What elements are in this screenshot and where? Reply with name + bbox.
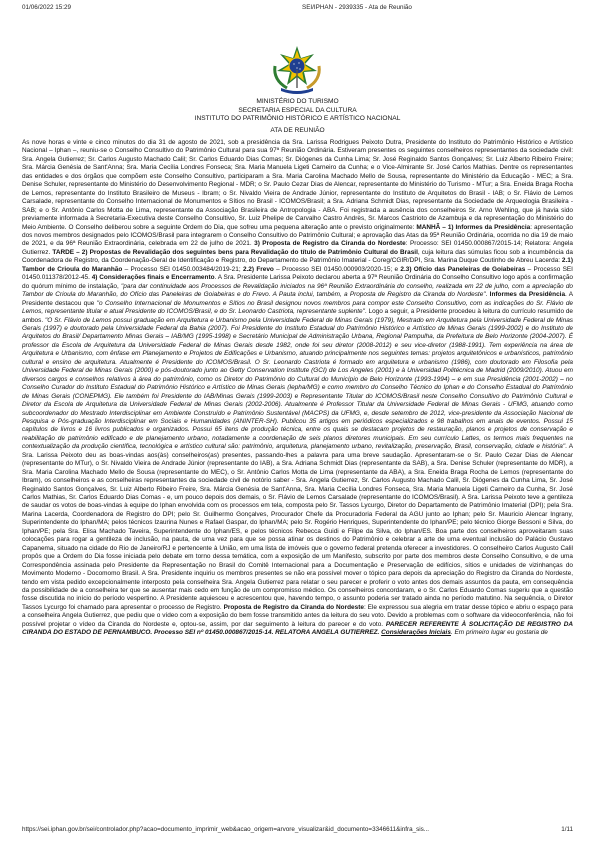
print-footer <box>22 826 573 836</box>
print-doc-title: SEI/IPHAN - 2939335 - Ata de Reunião <box>302 4 412 11</box>
page-counter: 1/11 <box>561 826 573 833</box>
secretariat-line: SECRETARIA ESPECIAL DA CULTURA <box>238 106 357 114</box>
print-url: https://sei.iphan.gov.br/sei/controlador.php?acao=documento_imprimir_web&acao_origem=arvore_visualizar&id_documento=3346611&infra_sis... <box>22 826 430 833</box>
ministry-line: MINISTÉRIO DO TURISMO <box>256 98 339 105</box>
print-header <box>22 4 573 14</box>
print-datetime: 01/06/2022 15:29 <box>22 4 72 11</box>
brasao-republica-icon <box>269 44 325 94</box>
institute-line: INSTITUTO DO PATRIMÔNIO HISTÓRICO E ARTÍSTICO NACIONAL <box>194 115 401 122</box>
minutes-paragraph: Às nove horas e vinte e cinco minutos do dia 31 de agosto de 2021, sob a presidência da Sra. Larissa Rodrigues Peixoto Dutra, Presidente do Instituto do Patrimônio Histórico e Artístico Nacional – Iphan –, reuniu-se o Conselho Consultivo do Patrimônio Cultural para sua 97ª Reunião Ordinária. Estiveram presentes os seguintes conselheiros representantes da sociedade civil: Sra. Angela Gutierrez; Sr. Carlos Augusto Machado Calil; Sr. Carlos Eduardo Dias Comas; Sr. Diógenes da Cunha Lima; Sr. José Reginaldo Santos Gonçalves; Sr. Luiz Alberto Ribeiro Freire; Sra. Márcia Genésia de Sant'Anna; Sra. Maria Cecília Londres Fonseca; Sra. Maria Manuela Ligeti Carneiro da Cunha; e o Vice-Almirante Sr. José Carlos Mathias. Dentre os representantes das entidades e dos órgãos que compõem este Conselho Consultivo, participaram a Sra. Maria Carolina Machado Mello de Sousa, representante do Ministério da Educação - MEC; a Sra. Denise Schuler, representante do Ministério do Desenvolvimento Regional - MDR; o Sr. Paulo Cezar Dias de Alencar, representante do Ministério do Turismo - MTur; a Sra. Eneida Braga Rocha de Lemos, representante do Instituto Brasileiro de Museus - Ibram; o Sr. Nivaldo Vieira de Andrade Júnior, representante do Instituto de Arquitetos do Brasil - IAB; o Sr. Flávio de Lemos Carsalade, representante do Conselho Internacional de Monumentos e Sítios no Brasil - ICOMOS/Brasil; a Sra. Adriana Schmidt Dias, representante da Sociedade de Arqueologia Brasileira - SAB; e o Sr. Antônio Carlos Motta de Lima, representante da Associação Brasileira de Antropologia - ABA. Foi registrada a ausência dos conselheiros Sr. Arno Wehling, que já havia sido previamente informada à Secretaria-Executiva deste Conselho Consultivo, Sr. Luiz Phelipe de Carvalho Castro Andrès, Sr. Marcos Castrioto de Azambuja e da representação do Ministério do Meio Ambiente. O Conselho deliberou sobre a seguinte Ordem do Dia, que sofreu uma pequena alteração ante o previsto originalmente: MANHÃ – 1) Informes da Presidência: apresentação dos novos membros designados pelo ICOMOS/Brasil para integrarem o Conselho Consultivo do Patrimônio Cultural; e aprovação das Atas da 95ª Reunião Ordinária, ocorrida no dia 19 de maio de 2021, e da 96ª Reunião Extraordinária, celebrada em 22 de julho de 2021. 3) Proposta de Registro da Ciranda do Nordeste: Processo: SEI 01450.000867/2015-14; Relatora: Angela Gutierrez. TARDE – 2) Propostas de Revalidação dos seguintes bens para Revalidação do título de Patrimônio Cultural do Brasil, cuja leitura das súmulas ficou sob a incumbência da Coordenadora de Registro, da Coordenação-Geral de Identificação e Registro, do Departamento de Patrimônio Imaterial - Coreg/CGIR/DPI, Sra. Marina Duque Coutinho de Abreu Lacerda: 2.1) Tambor de Crioula do Maranhão – Processo SEI 01450.003484/2019-21; 2.2) Frevo – Processo SEI 01450.000903/2020-15; e 2.3) Ofício das Paneleiras de Goiabeiras – Processo SEI 01450.011378/2012-45. 4) Considerações finais e Encerramento. A Sra. Presidente Larissa Peixoto declarou aberta a 97ª Reunião Ordinária do Conselho Consultivo logo após a confirmação do quórum mínimo de instalação, "para dar continuidade aos Processos de Revalidação iniciados na 96ª Reunião Extraordinária do conselho, realizada em 22 de julho, com a apreciação do Tambor de Crioula do Maranhão, do Ofício das Paneleiras de Goiabeiras e do Frevo. A Pauta inclui, também, a Proposta de Registro da Ciranda do Nordeste". Informes da Presidência. A Presidente destacou que "o Conselho Internacional de Monumentos e Sítios no Brasil designou novos membros para compor este Conselho Consultivo, com as indicações do Sr. Flávio de Lemos, representante titular e atual Presidente do ICOMOS/Brasil, e do Sr. Leonardo Castriota, representante suplente". Logo a seguir, a Presidente procedeu à leitura do currículo resumido de ambos. "O Sr. Flávio de Lemos possui graduação em Arquitetura e Urbanismo pela Universidade Federal de Minas Gerais (1979), Mestrado em Arquitetura pela Universidade Federal de Minas Gerais (1997) e doutorado pela Universidade Federal da Bahia (2007). Foi Presidente do Instituto Estadual do Patrimônio Histórico e Artístico de Minas Gerais (1999-2002) e do Instituto de Arquitetos do Brasil/ Departamento Minas Gerais – IAB/MG (1995-1998) e Secretário Municipal de Administração Urbana, Regional Pampulha, da Prefeitura de Belo Horizonte (2004-2007). É professor da Escola de Arquitetura da Universidade Federal de Minas Gerais desde 1982, onde foi seu diretor (2008-2012) e seu vice-diretor (1988-1991). Tem experiência na área de Arquitetura e Urbanismo, com ênfase em Planejamento e Projetos de Edificações e Urbanismo, atuando principalmente nos seguintes temas: projetos arquitetônicos e urbanísticos, patrimônio cultural e ensino de arquitetura. Atualmente é Presidente do ICOMOS/Brasil. O Sr. Leonardo Castriota é formado em arquitetura e urbanismo (1986), com doutorado em Filosofia pela Universidade Federal de Minas Gerais (2000) e pós-doutorado junto ao Getty Conservation Institute (GCI) de Los Angeles (2001) e à Universidad Politécnica de Madrid (2009/2010). Atuou em diversos cargos e conselhos relativos à área do patrimônio, como os Diretor do Patrimônio do Cultural do Município de Belo Horizonte (1993-1994) – e em sua Presidência (2001-2002) – no Conselho Curador do Instituto Estadual do Patrimônio Histórico e Artístico de Minas Gerais (Iepha/MG) e como membro do Conselho Técnico do Iphan e do Conselho Estadual do Patrimônio de Minas Gerais (CONEPMG). Ele também foi Presidente do IAB/Minas Gerais (1999-2003) e Representante Titular do ICOMOS/Brasil neste Conselho Consultivo do Patrimônio Cultural e Diretor da Escola de Arquitetura da Universidade Federal de Minas Gerais (2002-2006). Atualmente é Professor Titular da Universidade Federal de Minas Gerais - UFMG, atuando como subcoordenador do Mestrado Interdisciplinar em Ambiente Construído e Patrimônio Sustentável (MACPS) da UFMG, e, desde setembro de 2012, vice-presidente da Associação Nacional de Pesquisa e Pós-graduação Interdisciplinar em Sociais e Humanidades (ANINTER-SH). Publicou 35 artigos em periódicos especializados e 98 trabalhos em anais de eventos. Possui 15 capítulos de livros e 16 livros publicados e organizados. Possui 65 itens de produção técnica, entre os quais se destacam projetos de restauração, planos e projetos de conservação e reabilitação de patrimônio edificado e de planejamento urbano, notadamente a coordenação de seis planos diretores municipais. Em seu currículo Lattes, os termos mais frequentes na contextualização da produção científica, tecnológica e artístico cultural são: patrimônio, arquitetura, planejamento urbano, revitalização, preservação, Brasil, conservação, cidade e história". A Sra. Larissa Peixoto deu as boas-vindas aos(às) conselheiros(as) presentes, passando-lhes a palavra para uma breve saudação. Apresentaram-se o Sr. Paulo Cezar Dias de Alencar (representante do MTur), o Sr. Nivaldo Vieira de Andrade Júnior (representante do IAB), a Sra. Adriana Schmidt Dias (representante da SAB), a Sra. Denise Schuler (representante do MDR), a Sra. Maria Carolina Machado Mello de Sousa (representante do MEC), o Sr. Antônio Carlos Motta de Lima (representante da ABA), a Sra. Eneida Braga Rocha de Lemos (representante do Ibram), os conselheiros e as conselheiras representantes da sociedade civil de notório saber - Sra. Angela Gutierrez, Sr. Carlos Augusto Machado Calil, Sr. Diógenes da Cunha Lima, Sr. José Reginaldo Santos Gonçalves, Sr. Luiz Alberto Ribeiro Freire, Sra. Márcia Genésia de Sant'Anna, Sra. Maria Cecília Londres Fonseca, Sra. Maria Manuela Ligeti Carneiro da Cunha, Sr. José Carlos Mathias, Sr. Carlos Eduardo Dias Comas - e, um pouco depois dos demais, o Sr. Flávio de Lemos Carsalade (representante do ICOMOS/Brasil). A Sra. Larissa Peixoto teve a gentileza de saudar os votos de boas-vindas à equipe do Iphan envolvida com os processos em tela, composta pelo Sr. Tassos Lycurgo, Diretor do Departamento de Patrimônio Imaterial (DPI); pela Sra. Marina Lacerda, Coordenadora de Registro do DPI; pelo Sr. Guilhermo Gonçalves, Procurador Chefe da Procuradoria Federal da AGU junto ao Iphan; pelo Sr. Mauricio Alencar Ingrany, Superintendente do Iphan/MA; pelos técnicos Izaurina Nunes e Rafael Gaspar, do Iphan/MA; pelo Sr. Rogério Henriques, Superintendente do Iphan/PE; pelo técnico Giorge Bessoni e Silva, do Iphan/PE; pela Sra. Elisa Machado Taveira, Superintendente do Iphan/ES, e pelos técnicos Rebecca Guidi e Filipe da Silva, do Iphan/ES. Boa parte dos conselheiros aproveitaram suas colocações para rogar a gentileza de inclusão, na pauta, de uma vez para que se possa atinar os destinos do Patrimônio e celebrar a arte de uma eventual inclusão do Palácio Gustavo Capanema, situado na cidade do Rio de Janeiro/RJ e pertencente à União, em uma lista de imóveis que o governo federal pretenda oferecer a investidores. O conselheiro Carlos Augusto Calil propôs que a Ordem do Dia fosse iniciada pelo debate em torno dessa temática, com a exposição de um Manifesto, subscrito por parte dos membros deste Conselho Consultivo, e de uma Correspondência assinada pelo Presidente da Representação no Brasil do Comitê Internacional para a Documentação e Preservação de edifícios, sítios e unidades de vizinhanças do Movimento Moderno - Docomomo Brasil. A Sra. Presidente inquiriu os membros presentes se não era possível mover o tópico para depois da apreciação do Registro da Ciranda do Nordeste, tendo em vista pedido excepcionalmente interposto pela conselheira Sra. Angela Gutierrez para relatar o seu parecer e proferir o voto antes dos demais assuntos da pauta, em consequência da possibilidade de a conselheira ter que se ausentar mais cedo em função de um compromisso médico. Os conselheiros concordaram, e o Sr. Carlos Eduardo Comas sugeriu que a questão fosse discutida no início do período vespertino. A Presidente aquiesceu e acrescentou que, havendo tempo, o assunto poderia ser tratado ainda no período matutino. Na sequência, o Diretor Tassos Lycurgo foi chamado para apresentar o processo de Registro. Proposta de Registro da Ciranda do Nordeste: Ele expressou sua alegria em tratar desse tópico e abriu o espaço para a conselheira Angela Gutierrez, que pediu que o vídeo com a exposição do bem fosse transmitido antes da leitura do seu voto. Devido a problemas com o software da videoconferência, não foi possível projetar o vídeo da Ciranda do Nordeste e, optou-se, assim, por dar seguimento à leitura do parecer e do voto. PARECER REFERENTE À SOLICITAÇÃO DE REGISTRO DA CIRANDA DO ESTADO DE PERNAMBUCO. Processo SEI nº 01450.000867/2015-14. RELATORA ANGELA GUTIERREZ. Considerações Iniciais. Em primeiro lugar eu gostaria de <box>22 139 573 637</box>
document-title: ATA DE REUNIÃO <box>270 127 325 134</box>
minutes-body <box>22 139 573 829</box>
